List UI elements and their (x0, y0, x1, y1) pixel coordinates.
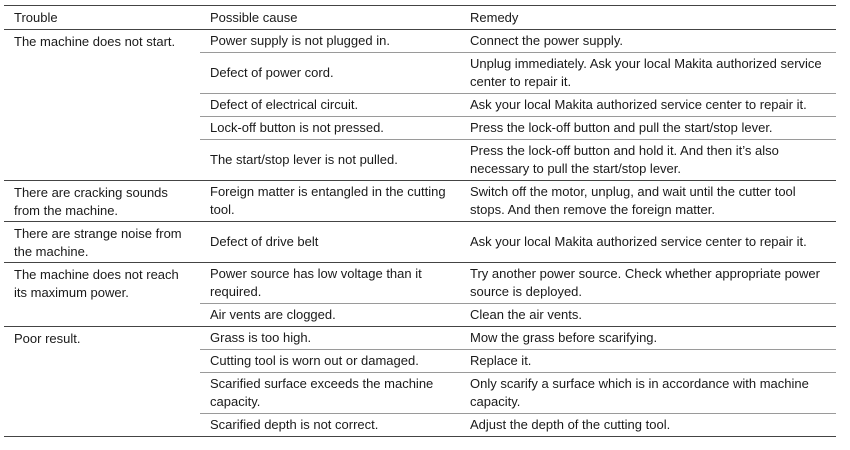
cause-cell: Scarified surface exceeds the machine capacity. (200, 373, 460, 414)
cause-cell: Grass is too high. (200, 327, 460, 350)
troubleshooting-table (4, 5, 836, 437)
table-row (4, 327, 836, 350)
trouble-cell: There are cracking sounds from the machine. (4, 181, 200, 222)
header-trouble: Trouble (4, 6, 200, 30)
remedy-cell: Try another power source. Check whether appropriate power source is deployed. (460, 263, 836, 304)
table-row (4, 30, 836, 53)
remedy-cell: Replace it. (460, 350, 836, 373)
cause-cell: Foreign matter is entangled in the cutting tool. (200, 181, 460, 222)
remedy-cell: Unplug immediately. Ask your local Makita authorized service center to repair it. (460, 53, 836, 94)
trouble-cell: Poor result. (4, 327, 200, 437)
trouble-cell: There are strange noise from the machine. (4, 222, 200, 263)
cause-cell: Defect of electrical circuit. (200, 94, 460, 117)
cause-cell: Defect of drive belt (200, 222, 460, 263)
trouble-cell: The machine does not reach its maximum power. (4, 263, 200, 327)
remedy-cell: Press the lock-off button and pull the start/stop lever. (460, 117, 836, 140)
cause-cell: Defect of power cord. (200, 53, 460, 94)
remedy-cell: Ask your local Makita authorized service center to repair it. (460, 94, 836, 117)
header-possible-cause: Possible cause (200, 6, 460, 30)
header-row (4, 6, 836, 30)
table-row (4, 181, 836, 222)
header-remedy: Remedy (460, 6, 836, 30)
cause-cell: Air vents are clogged. (200, 304, 460, 327)
remedy-cell: Switch off the motor, unplug, and wait until the cutter tool stops. And then remove the foreign matter. (460, 181, 836, 222)
remedy-cell: Only scarify a surface which is in accordance with machine capacity. (460, 373, 836, 414)
table-row (4, 222, 836, 263)
cause-cell: The start/stop lever is not pulled. (200, 140, 460, 181)
cause-cell: Power supply is not plugged in. (200, 30, 460, 53)
remedy-cell: Adjust the depth of the cutting tool. (460, 414, 836, 437)
table-row (4, 263, 836, 304)
remedy-cell: Press the lock-off button and hold it. And then it’s also necessary to pull the start/stop lever. (460, 140, 836, 181)
cause-cell: Scarified depth is not correct. (200, 414, 460, 437)
remedy-cell: Ask your local Makita authorized service center to repair it. (460, 222, 836, 263)
cause-cell: Power source has low voltage than it required. (200, 263, 460, 304)
trouble-cell: The machine does not start. (4, 30, 200, 181)
remedy-cell: Connect the power supply. (460, 30, 836, 53)
cause-cell: Cutting tool is worn out or damaged. (200, 350, 460, 373)
remedy-cell: Mow the grass before scarifying. (460, 327, 836, 350)
remedy-cell: Clean the air vents. (460, 304, 836, 327)
cause-cell: Lock-off button is not pressed. (200, 117, 460, 140)
